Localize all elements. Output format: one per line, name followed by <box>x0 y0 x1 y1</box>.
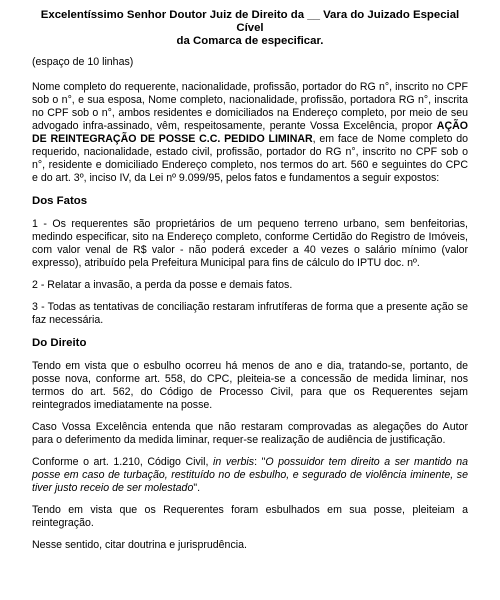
law-paragraph-5: Nesse sentido, citar doutrina e jurisprudência. <box>32 539 247 551</box>
action-title: AÇÃO DE REINTEGRAÇÃO DE POSSE C.C. PEDIDO LIMINAR <box>32 120 468 145</box>
title-line-2: da Comarca de especificar. <box>176 35 324 47</box>
intro-text-2: , em face de Nome completo do requerido, nacionalidade, estado civil, profissão, portador do RG n°, inscrito no CPF sob o n°, residente e domiciliado Endereço completo, nos termos do art. 560 e seguintes do CPC e do art. 3º, inciso IV, da Lei nº 9.099/95, pelos fatos e fundamentos a seguir expostos: <box>32 133 468 184</box>
law-paragraph-2: Caso Vossa Excelência entenda que não restaram comprovadas as alegações do Autor para o deferimento da medida liminar, requer-se realização de audiência de justificação. <box>32 421 468 446</box>
fact-paragraph-3: 3 - Todas as tentativas de conciliação restaram infrutíferas de forma que a presente ação se faz necessária. <box>32 301 468 326</box>
law-paragraph-1: Tendo em vista que o esbulho ocorreu há menos de ano e dia, tratando-se, portanto, de posse nova, conforme art. 558, do CPC, pleiteia-se a concessão de medida liminar, nos termos do art. 562, do Código de Processo Civil, para que os Requerentes sejam reintegrados imediatamente na posse. <box>32 360 468 411</box>
fact-paragraph-1: 1 - Os requerentes são proprietários de um pequeno terreno urbano, sem benfeitorias, medindo especificar, sito na Endereço completo, conforme Certidão do Registro de Imóveis, com valor venal de R$ valor - não poderá exceder a 40 vezes o salário mínimo (valor expresso), atribuído pela Prefeitura Municipal para fins de cálculo do IPTU doc. nº. <box>32 218 468 269</box>
title-line-1: Excelentíssimo Senhor Doutor Juiz de Direito da __ Vara do Juizado Especial Cível <box>40 9 460 34</box>
law3-quote: O possuidor tem direito a ser mantido na posse em caso de turbação, restituído no de esbulho, e segurado de violência iminente, se tiver justo receio de ser molestado <box>32 456 468 494</box>
law-heading: Do Direito <box>32 337 87 349</box>
spacing-note: (espaço de 10 linhas) <box>32 56 134 68</box>
law-paragraph-4: Tendo em vista que os Requerentes foram esbulhados em sua posse, pleiteiam a reintegração. <box>32 504 468 529</box>
facts-heading: Dos Fatos <box>32 195 88 207</box>
fact-paragraph-2: 2 - Relatar a invasão, a perda da posse e demais fatos. <box>32 279 293 291</box>
document-title <box>32 9 468 48</box>
intro-text-1: Nome completo do requerente, nacionalidade, profissão, portador do RG n°, inscrito no CPF sob o n°, e sua esposa, Nome completo, nacionalidade, profissão, portadora RG n°, inscrita no CPF sob o n°, ambos residentes e domiciliados na Endereço completo, por meio de seu advogado infra-assinado, vêm, respeitosamente, perante Vossa Excelência, propor <box>32 81 468 132</box>
law3-in-verbis: in verbis <box>213 456 255 468</box>
law3-text-2: : " <box>254 456 266 468</box>
law3-text-3: ". <box>193 482 201 494</box>
law-paragraph-3 <box>32 456 468 495</box>
intro-paragraph <box>32 81 468 185</box>
law3-text-1: Conforme o art. 1.210, Código Civil, <box>32 456 214 468</box>
